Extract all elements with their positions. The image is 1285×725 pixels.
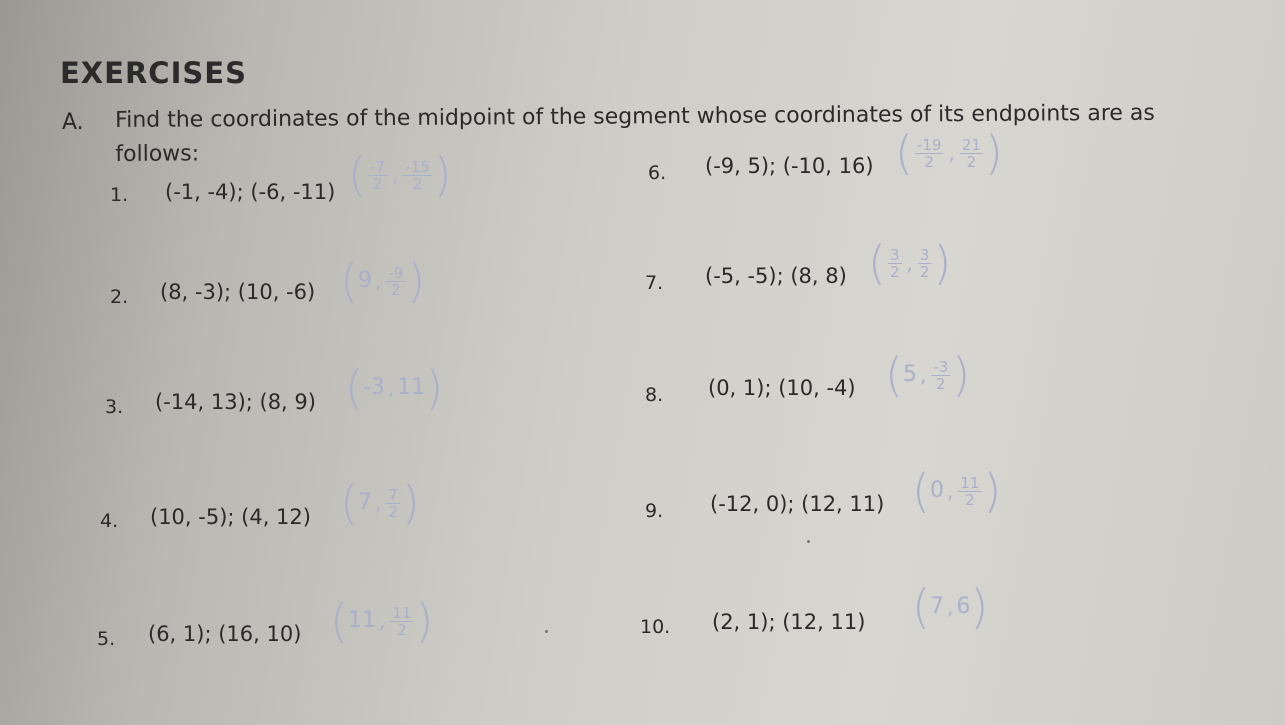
item-number: 2. <box>110 286 129 308</box>
answer-value: 2 <box>965 490 975 509</box>
item-number: 7. <box>645 272 664 294</box>
exercise-item: (10, -5); (4, 12) <box>150 505 311 529</box>
answer-value: 3 <box>889 245 900 264</box>
answer-value: 2 <box>388 502 398 521</box>
item-number: 5. <box>97 628 116 650</box>
answer-value: 2 <box>919 262 930 281</box>
answer-value: 11 <box>347 608 376 633</box>
handwritten-answer: (9 , $\frac{-9}{2}$ ) <box>340 254 426 308</box>
paper-speck <box>545 630 548 633</box>
handwritten-answer: ( $\frac{3}{2}$ , $\frac{3}{2}$ ) <box>868 236 952 290</box>
exercise-item: (-9, 5); (-10, 16) <box>705 154 874 178</box>
item-number: 3. <box>105 396 124 418</box>
handwritten-answer: (0 , $\frac{11}{2}$ ) <box>912 464 1002 518</box>
item-number: 8. <box>645 384 664 406</box>
handwritten-answer: (11 , $\frac{11}{2}$ ) <box>330 594 434 648</box>
handwritten-answer: ( $\frac{-7}{2}$ , $\frac{-15}{2}$ ) <box>348 148 452 202</box>
handwritten-answer: (7 , $\frac{7}{2}$ ) <box>340 476 420 530</box>
answer-value: 2 <box>936 374 946 393</box>
answer-value: 11 <box>392 603 412 622</box>
exercise-item: (-5, -5); (8, 8) <box>705 264 847 288</box>
handwritten-answer: (-3 , 11) <box>345 361 444 415</box>
answer-value: 11 <box>397 375 426 400</box>
page-title: EXERCISES <box>60 56 247 90</box>
answer-value: 2 <box>391 280 401 299</box>
answer-value: 5 <box>902 362 917 387</box>
exercise-item: (-1, -4); (-6, -11) <box>165 180 336 204</box>
item-number: 4. <box>100 510 119 532</box>
item-number: 1. <box>110 184 129 206</box>
item-number: 10. <box>640 616 671 638</box>
exercise-item: (6, 1); (16, 10) <box>148 622 302 646</box>
exercise-item: (-12, 0); (12, 11) <box>710 492 885 516</box>
answer-value: 6 <box>956 594 971 619</box>
handwritten-answer: (5 , $\frac{-3}{2}$ ) <box>885 348 971 402</box>
answer-value: 0 <box>929 478 944 503</box>
answer-value: 9 <box>357 268 372 293</box>
handwritten-answer: ( $\frac{-19}{2}$ , $\frac{21}{2}$ ) <box>895 126 1003 180</box>
exercise-item: (0, 1); (10, -4) <box>708 376 856 400</box>
item-number: 9. <box>645 500 664 522</box>
answer-value: 11 <box>960 473 980 492</box>
answer-value: 7 <box>388 485 398 504</box>
answer-value: -3 <box>362 375 385 400</box>
exercise-item: (8, -3); (10, -6) <box>160 280 316 304</box>
answer-value: -3 <box>933 357 949 376</box>
answer-value: -9 <box>388 263 404 282</box>
answer-value: 7 <box>357 490 372 515</box>
answer-value: -7 <box>369 157 385 176</box>
item-number: 6. <box>648 162 667 184</box>
answer-value: 2 <box>924 152 934 171</box>
exercise-item: (2, 1); (12, 11) <box>712 610 866 634</box>
answer-value: 2 <box>412 174 423 193</box>
answer-value: 2 <box>372 174 383 193</box>
answer-value: 7 <box>929 594 944 619</box>
answer-value: 2 <box>397 620 407 639</box>
paper-speck <box>807 540 810 543</box>
exercise-item: (-14, 13); (8, 9) <box>155 390 316 414</box>
answer-value: 21 <box>961 135 981 154</box>
answer-value: 2 <box>966 152 977 171</box>
handwritten-answer: (7 , 6) <box>912 580 989 634</box>
answer-value: -19 <box>916 135 942 154</box>
answer-value: 2 <box>889 262 900 281</box>
section-instruction: Find the coordinates of the midpoint of the segment whose coordinates of its endpoints are as follows: <box>115 100 1155 167</box>
section-letter: A. <box>62 110 84 135</box>
answer-value: 3 <box>919 245 930 264</box>
answer-value: -15 <box>405 157 430 176</box>
